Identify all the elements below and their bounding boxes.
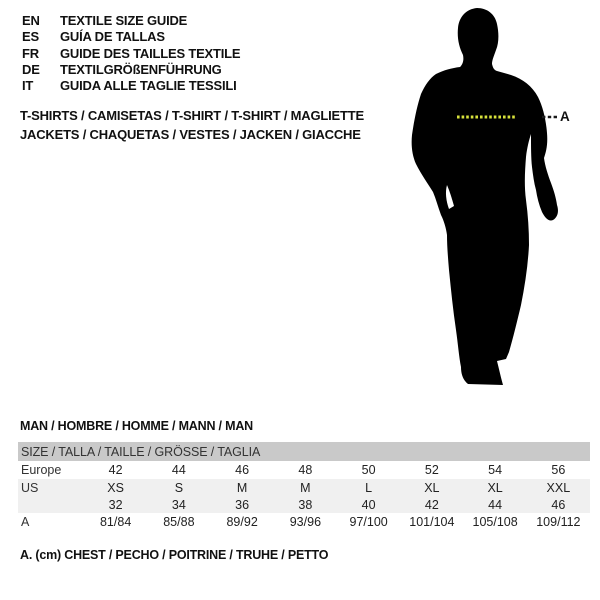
cell: 34 bbox=[171, 497, 186, 512]
cell: 46 bbox=[551, 497, 566, 512]
row-label: Europe bbox=[21, 463, 62, 477]
cell: 85/88 bbox=[163, 515, 195, 529]
cell: 42 bbox=[424, 497, 439, 512]
cell: XXL bbox=[546, 480, 571, 495]
cell: XS bbox=[107, 480, 124, 495]
table-row-europe bbox=[18, 461, 590, 479]
language-code: DE bbox=[22, 61, 40, 77]
table-row-chest bbox=[18, 513, 590, 531]
category-jackets: JACKETS / CHAQUETAS / VESTES / JACKEN / GIACCHE bbox=[20, 126, 361, 142]
section-title-man: MAN / HOMBRE / HOMME / MANN / MAN bbox=[20, 419, 253, 433]
man-silhouette bbox=[412, 8, 558, 385]
cell: 97/100 bbox=[349, 515, 388, 529]
cell: 44 bbox=[171, 463, 186, 477]
cell: 36 bbox=[235, 497, 250, 512]
cell: 50 bbox=[361, 463, 376, 477]
cell: M bbox=[236, 480, 248, 495]
cell: 81/84 bbox=[99, 515, 132, 529]
cell: 93/96 bbox=[289, 515, 322, 529]
cell: 105/108 bbox=[472, 515, 518, 529]
size-table bbox=[18, 442, 590, 531]
language-label: GUÍA DE TALLAS bbox=[60, 29, 165, 45]
cell: 56 bbox=[551, 463, 566, 477]
cell: 32 bbox=[108, 497, 123, 512]
cell: 89/92 bbox=[226, 515, 258, 529]
row-label: US bbox=[21, 480, 39, 495]
cell: 48 bbox=[298, 463, 313, 477]
cell: 54 bbox=[488, 463, 503, 477]
language-code: EN bbox=[22, 13, 40, 28]
cell: XL bbox=[487, 480, 503, 495]
cell: 38 bbox=[298, 497, 313, 512]
language-label: TEXTILE SIZE GUIDE bbox=[60, 13, 188, 28]
cell: 101/104 bbox=[409, 515, 455, 529]
row-label: A bbox=[21, 515, 30, 529]
cell: 109/112 bbox=[536, 515, 581, 529]
table-row-us-numbers bbox=[18, 496, 590, 513]
category-tshirts: T-SHIRTS / CAMISETAS / T-SHIRT / T-SHIRT / MAGLIETTE bbox=[20, 108, 364, 123]
measure-label-a: A bbox=[560, 109, 570, 124]
language-code: ES bbox=[22, 29, 39, 45]
language-label: GUIDA ALLE TAGLIE TESSILI bbox=[60, 78, 237, 94]
cell: XL bbox=[424, 480, 440, 495]
cell: 46 bbox=[235, 463, 250, 477]
cell: 44 bbox=[488, 497, 503, 512]
cell: 52 bbox=[424, 463, 439, 477]
language-code: FR bbox=[22, 45, 39, 61]
size-table-header-row bbox=[18, 442, 590, 461]
size-table-header: SIZE / TALLA / TAILLE / GRÖSSE / TAGLIA bbox=[21, 444, 261, 459]
cell: 40 bbox=[361, 497, 376, 512]
cell: 42 bbox=[108, 463, 123, 477]
row-label bbox=[18, 496, 84, 513]
language-code: IT bbox=[22, 78, 34, 94]
cell: S bbox=[174, 480, 184, 495]
cell: M bbox=[300, 480, 311, 495]
language-label: TEXTILGRÖßENFÜHRUNG bbox=[60, 61, 222, 77]
language-label: GUIDE DES TAILLES TEXTILE bbox=[60, 45, 241, 61]
table-row-us-letters bbox=[18, 479, 590, 496]
cell: L bbox=[365, 480, 373, 495]
measurement-footnote: A. (cm) CHEST / PECHO / POITRINE / TRUHE / PETTO bbox=[20, 548, 329, 562]
